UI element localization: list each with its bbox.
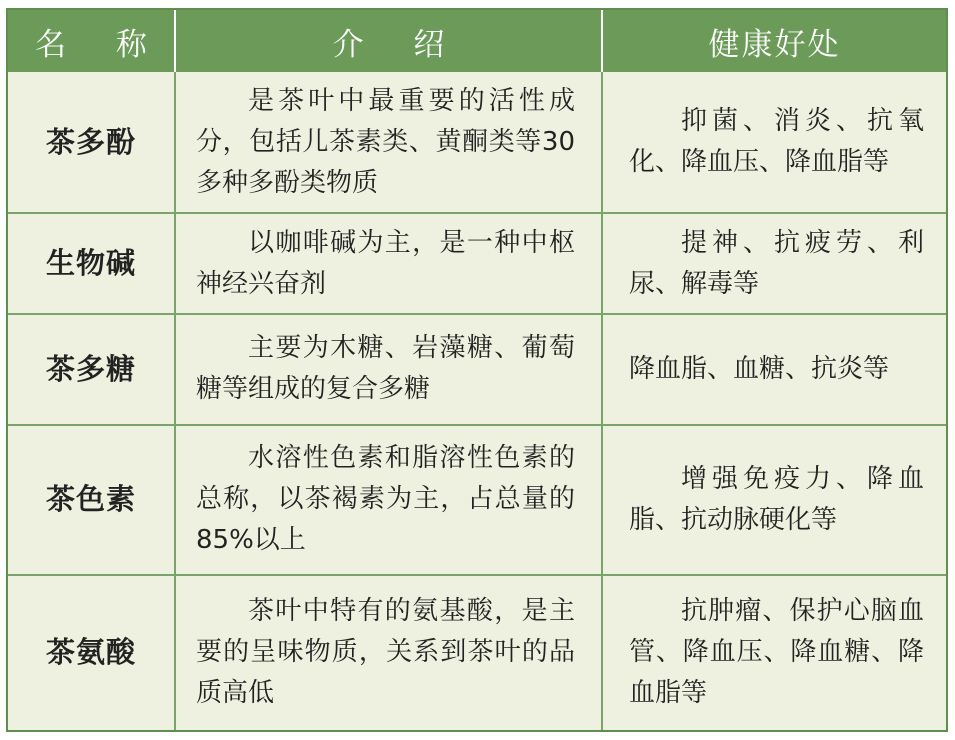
component-name: 茶色素 <box>8 425 175 574</box>
table-row <box>8 213 946 313</box>
component-intro: 茶叶中特有的氨基酸，是主要的呈味物质，关系到茶叶的品质高低 <box>175 575 602 731</box>
component-benefit: 抑菌、消炎、抗氧化、降血压、降血脂等 <box>602 72 946 213</box>
component-intro: 以咖啡碱为主，是一种中枢神经兴奋剂 <box>175 213 602 313</box>
component-name: 茶多酚 <box>8 72 175 213</box>
table-row <box>8 425 946 574</box>
component-name: 茶氨酸 <box>8 575 175 731</box>
table-header-row <box>8 10 946 72</box>
component-name: 茶多糖 <box>8 314 175 425</box>
component-benefit: 降血脂、血糖、抗炎等 <box>602 314 946 425</box>
table-row <box>8 314 946 425</box>
component-intro: 是茶叶中最重要的活性成分，包括儿茶素类、黄酮类等30多种多酚类物质 <box>175 72 602 213</box>
table-row <box>8 72 946 213</box>
header-intro: 介 绍 <box>175 10 602 72</box>
header-benefit: 健康好处 <box>602 10 946 72</box>
tea-components-table-container <box>6 8 948 732</box>
component-name: 生物碱 <box>8 213 175 313</box>
component-benefit: 增强免疫力、降血脂、抗动脉硬化等 <box>602 425 946 574</box>
component-benefit: 抗肿瘤、保护心脑血管、降血压、降血糖、降血脂等 <box>629 596 924 709</box>
table-row <box>8 575 946 731</box>
component-intro: 水溶性色素和脂溶性色素的总称，以茶褐素为主，占总量的85%以上 <box>175 425 602 574</box>
component-intro: 主要为木糖、岩藻糖、葡萄糖等组成的复合多糖 <box>175 314 602 425</box>
header-name: 名 称 <box>8 10 175 72</box>
tea-components-table <box>8 10 946 730</box>
component-benefit: 提神、抗疲劳、利尿、解毒等 <box>602 213 946 313</box>
